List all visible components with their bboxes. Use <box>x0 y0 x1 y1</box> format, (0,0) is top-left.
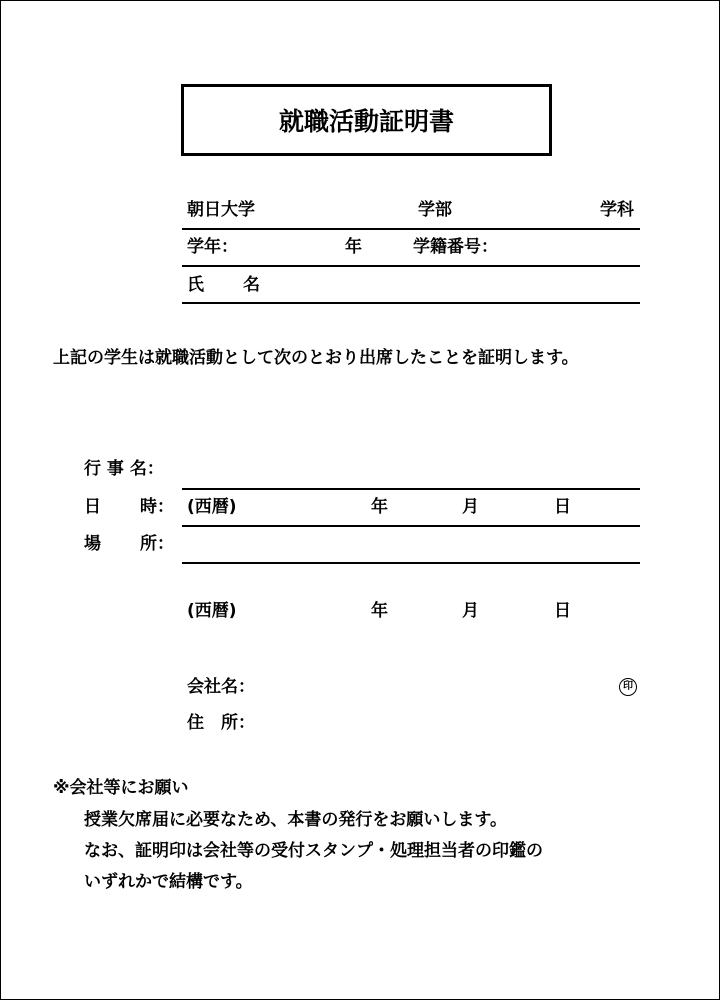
event-datetime-label-1: 日 <box>84 497 101 517</box>
certify-month-unit: 月 <box>462 601 479 621</box>
company-name-label: 会社名： <box>187 677 255 697</box>
event-month-unit: 月 <box>462 497 479 517</box>
name-label-1: 氏 <box>187 275 204 295</box>
notes-line-1: 授業欠席届に必要なため、本書の発行をお願いします。 <box>84 810 507 830</box>
grade-label: 学年： <box>187 237 238 257</box>
title-box <box>181 84 552 156</box>
student-line-3 <box>182 302 640 304</box>
notes-heading: ※会社等にお願い <box>53 778 189 798</box>
department-label: 学科 <box>600 200 634 220</box>
event-place-label-1: 場 <box>84 534 101 554</box>
event-line-2 <box>182 525 640 527</box>
notes-line-2: なお、証明印は会社等の受付スタンプ・処理担当者の印鑑の <box>84 841 543 861</box>
certify-day-unit: 日 <box>554 601 571 621</box>
certification-statement: 上記の学生は就職活動として次のとおり出席したことを証明します。 <box>53 348 579 368</box>
grade-year-unit: 年 <box>345 237 362 257</box>
event-datetime-label-2: 時： <box>140 497 174 517</box>
event-line-1 <box>182 488 640 490</box>
event-day-unit: 日 <box>554 497 571 517</box>
event-place-label-2: 所： <box>140 534 174 554</box>
event-line-3 <box>182 562 640 564</box>
certify-year-unit: 年 <box>371 601 388 621</box>
event-era: (西暦) <box>187 497 237 517</box>
student-id-label: 学籍番号： <box>413 237 498 257</box>
student-line-1 <box>182 228 640 230</box>
seal-mark: 印 <box>619 678 637 696</box>
certify-era: (西暦) <box>187 601 237 621</box>
company-address-label: 住 所： <box>187 713 255 733</box>
name-label-2: 名 <box>243 275 260 295</box>
document-title: 就職活動証明書 <box>278 107 454 136</box>
student-line-2 <box>182 265 640 267</box>
event-year-unit: 年 <box>371 497 388 517</box>
university-label: 朝日大学 <box>187 200 255 220</box>
event-name-label: 行 事 名： <box>84 459 164 479</box>
notes-line-3: いずれかで結構です。 <box>84 872 253 892</box>
faculty-label: 学部 <box>418 200 452 220</box>
